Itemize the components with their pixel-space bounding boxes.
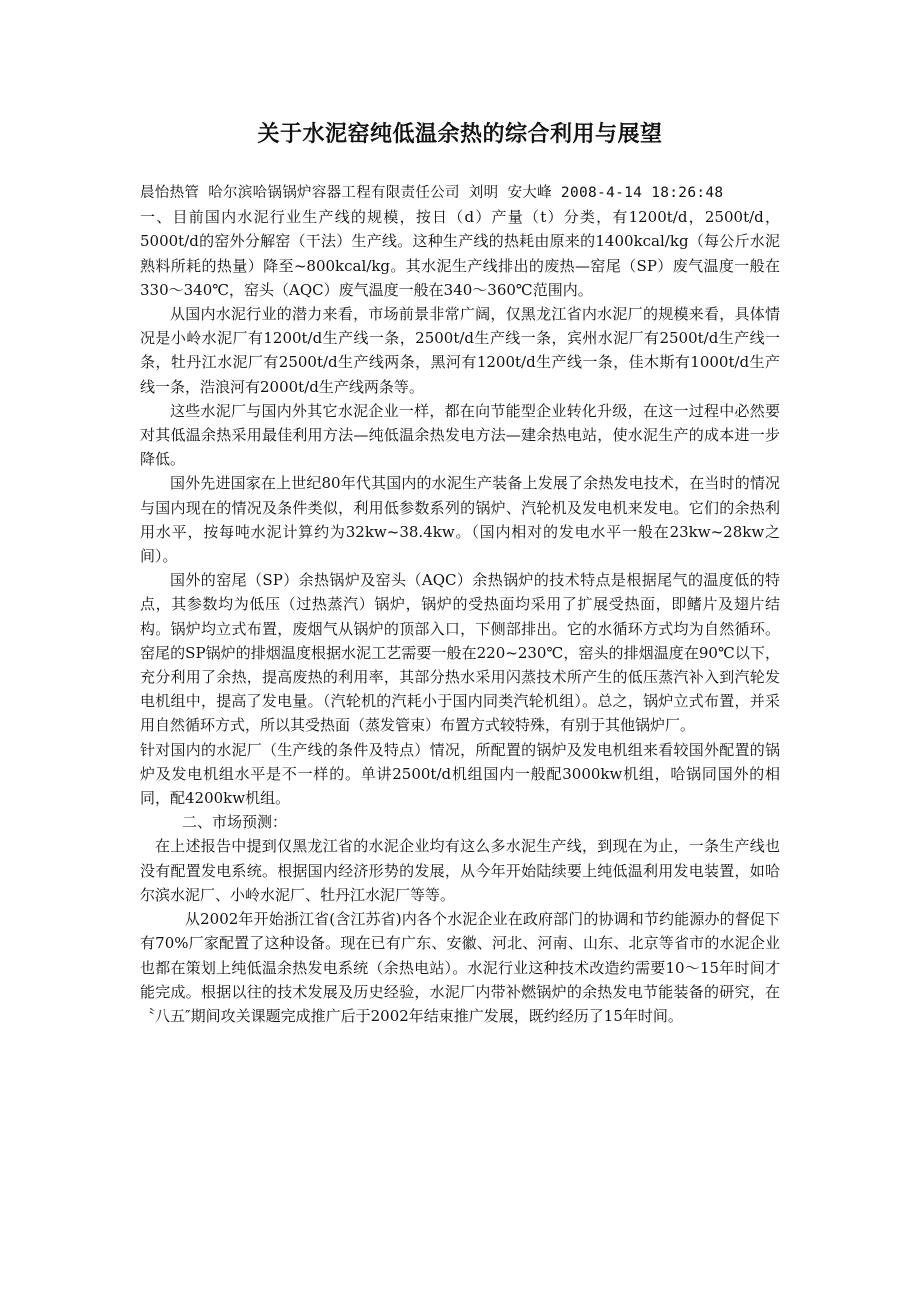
- paragraph-5: 国外的窑尾（SP）余热锅炉及窑头（AQC）余热锅炉的技术特点是根据尾气的温度低的特点，其参数均为低压（过热蒸汽）锅炉，锅炉的受热面均采用了扩展受热面，即鳍片及翅片结构。锅炉均立式布置，废烟气从锅炉的顶部入口，下侧部排出。它的水循环方式均为自然循环。窑尾的SP锅炉的排烟温度根据水泥工艺需要一般在220~230℃，窑头的排烟温度在90℃以下，充分利用了余热，提高废热的利用率，其部分热水采用闪蒸技术所产生的低压蒸汽补入到汽轮发电机组中，提高了发电量。（汽轮机的汽耗小于国内同类汽轮机组）。总之，锅炉立式布置，并采用自然循环方式，所以其受热面（蒸发管束）布置方式较特殊，有别于其他锅炉厂。: [140, 571, 780, 735]
- paragraph-3: 这些水泥厂与国内外其它水泥企业一样，都在向节能型企业转化升级，在这一过程中必然要对其低温余热采用最佳利用方法—纯低温余热发电方法—建余热电站，使水泥生产的成本进一步降低。: [140, 401, 780, 469]
- paragraph-7: 在上述报告中提到仅黑龙江省的水泥企业均有这么多水泥生产线，到现在为止，一条生产线也没有配置发电系统。根据国内经济形势的发展，从今年开始陆续要上纯低温利用发电装置，如哈尔滨水泥厂、小岭水泥厂、牡丹江水泥厂等等。: [140, 837, 780, 904]
- paragraph-8: 从2002年开始浙江省(含江苏省)内各个水泥企业在政府部门的协调和节约能源办的督促下有70%厂家配置了这种设备。现在已有广东、安徽、河北、河南、山东、北京等省市的水泥企业也都在策划上纯低温余热发电系统（余热电站）。水泥行业这种技术改造约需要10～15年时间才能完成。根据以往的技术发展及历史经验，水泥厂内带补燃锅炉的余热发电节能装备的研究，在〝八五″期间攻关课题完成推广后于2002年结束推广发展，既约经历了15年时间。: [140, 910, 780, 1025]
- paragraph-2: 从国内水泥行业的潜力来看，市场前景非常广阔，仅黑龙江省内水泥厂的规模来看，具体情况是小岭水泥厂有1200t/d生产线一条，2500t/d生产线一条，宾州水泥厂有2500t/d生产线一条，牡丹江水泥厂有2500t/d生产线两条，黑河有1200t/d生产线一条，佳木斯有1000t/d生产线一条，浩浪河有2000t/d生产线两条等。: [140, 305, 780, 396]
- document-body: [140, 181, 780, 1028]
- paragraph-6: 针对国内的水泥厂（生产线的条件及特点）情况，所配置的锅炉及发电机组来看较国外配置的锅炉及发电机组水平是不一样的。单讲2500t/d机组国内一般配3000kw机组，哈锅同国外的相同，配4200kw机组。: [140, 740, 780, 808]
- section-heading-market: 二、市场预测：: [182, 813, 288, 832]
- paragraph-1: 一、目前国内水泥行业生产线的规模，按日（d）产量（t）分类，有1200t/d，2500t/d，5000t/d的窑外分解窑（干法）生产线。这种生产线的热耗由原来的1400kcal/kg（每公斤水泥熟料所耗的热量）降至~800kcal/kg。其水泥生产线排出的废热—窑尾（SP）废气温度一般在330～340℃，窑头（AQC）废气温度一般在340～360℃范围内。: [140, 208, 780, 299]
- document-title: 关于水泥窑纯低温余热的综合利用与展望: [257, 122, 663, 147]
- byline: 晨怡热管 哈尔滨哈锅锅炉容器工程有限责任公司 刘明 安大峰 2008-4-14 18:26:48: [140, 185, 724, 201]
- paragraph-4: 国外先进国家在上世纪80年代其国内的水泥生产装备上发展了余热发电技术，在当时的情况与国内现在的情况及条件类似，利用低参数系列的锅炉、汽轮机及发电机来发电。它们的余热利用水平，按每吨水泥计算约为32kw~38.4kw。（国内相对的发电水平一般在23kw~28kw之间）。: [140, 474, 780, 566]
